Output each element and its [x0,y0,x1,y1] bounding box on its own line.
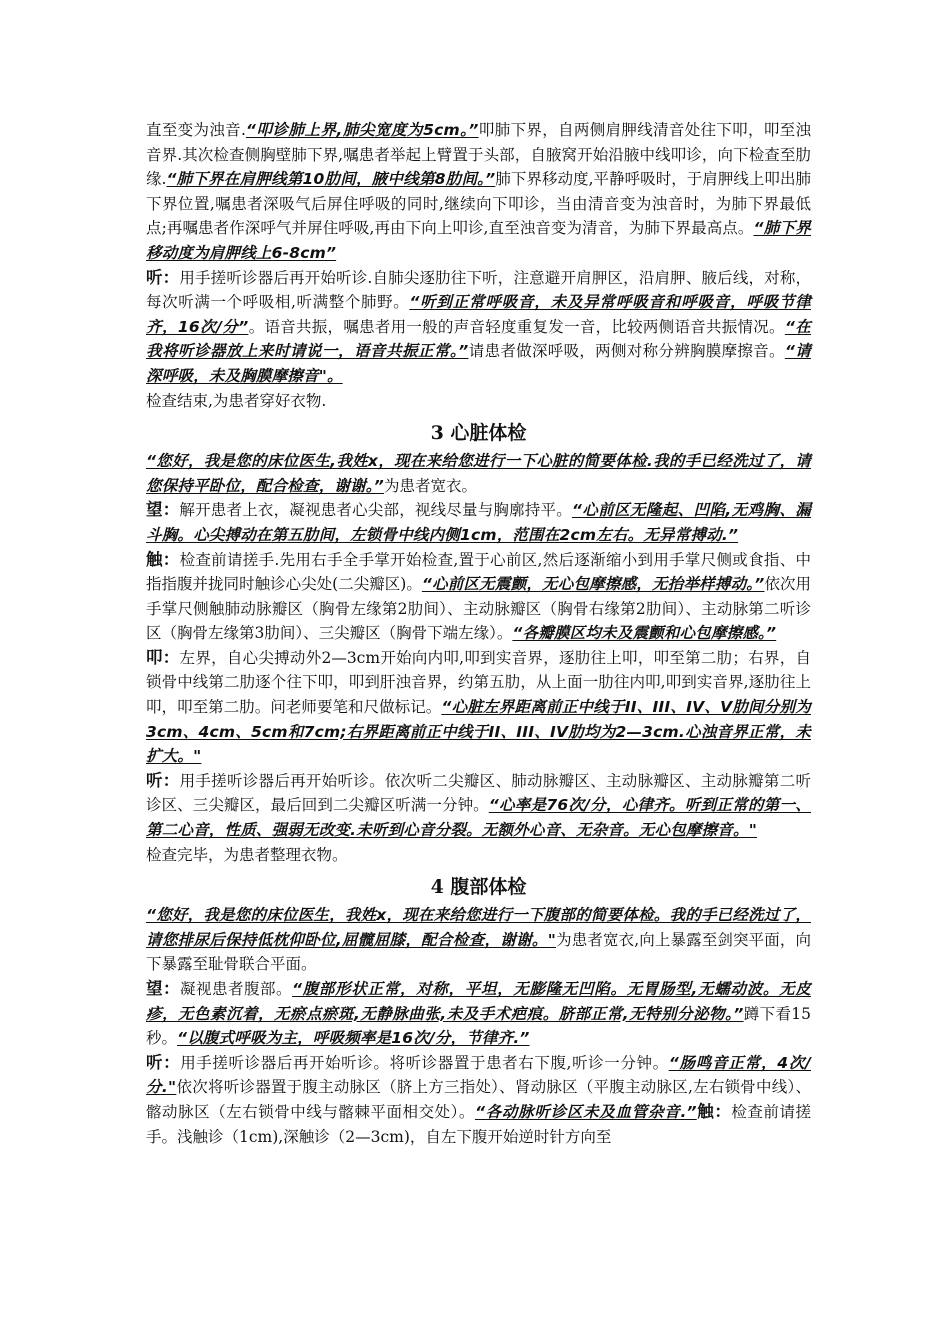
quoted-finding: “各瓣膜区均未及震颤和心包摩擦感。” [512,624,777,643]
heart-exam-heading: 3 心脏体检 [430,422,527,445]
heart-palpation-paragraph [146,548,811,646]
quoted-finding: “心脏左界距离前正中线于II、III、IV、V肋间分别为3cm、4cm、5cm和7cm;右界距离前正中线于II、III、IV肋均为2—3cm.心浊音界正常，未扩大。" [146,698,811,766]
section-lead: 望： [146,500,180,520]
text: 依次用手掌尺侧触肺动脉瓣区（胸骨左缘第2肋间）、主动脉瓣区（胸骨右缘第2肋间）、主动脉第二听诊区（胸骨左缘第3肋间）、三尖瓣区（胸骨下端左缘）。 [146,575,811,643]
text: 。语音共振，嘱患者用一般的声音轻度重复发一音，比较两侧语音共振情况。 [248,317,785,336]
text: 蹲下看15秒。 [146,1004,811,1048]
lung-exam-end: 检查结束,为患者穿好衣物. [146,391,327,410]
quoted-finding: “心前区无震颤，无心包摩擦感，无抬举样搏动。” [421,575,765,594]
text: 请患者做深呼吸，两侧对称分辨胸膜摩擦音。 [468,342,785,361]
lung-percussion-paragraph [146,118,811,266]
quoted-finding: “各动脉听诊区未及血管杂音.” [474,1102,697,1121]
section-lead: 听： [146,267,180,287]
quoted-finding: “在我将听诊器放上来时请说一，语音共振正常。” [146,317,811,361]
text: 凝视患者腹部。 [180,980,293,998]
heart-intro-paragraph [146,449,811,498]
heart-exam-end: 检查完毕，为患者整理衣物。 [146,845,348,864]
quoted-finding: “心率是76次/分，心律齐。听到正常的第一、第二心音，性质、强弱无改变.未听到心音分裂。无额外心音、无杂音。无心包摩擦音。" [146,796,811,840]
section-lead: 触： [696,1101,732,1121]
text: 解开患者上衣，凝视患者心尖部，视线尽量与胸廓持平。 [179,501,572,520]
abdomen-intro-paragraph [146,903,811,977]
section-lead: 触： [146,549,180,569]
quoted-finding: “肠鸣音正常，4次/分." [146,1053,812,1097]
quoted-finding: “腹部形状正常，对称，平坦，无膨隆无凹陷。无胃肠型,无蠕动波。无皮疹，无色素沉着，无瘀点瘀斑,无静脉曲张,未及手术疤痕。脐部正常,无特别分泌物。” [146,980,811,1023]
text: 依次将听诊器置于腹主动脉区（脐上方三指处）、肾动脉区（平腹主动脉区,左右锁骨中线）、髂动脉区（左右锁骨中线与髂棘平面相交处）。 [146,1078,811,1121]
document-page [146,118,811,1149]
quoted-finding: “叩诊肺上界,肺尖宽度为5cm。” [245,121,479,139]
abdomen-exam-heading: 4 腹部体检 [430,876,527,899]
quoted-finding: “以腹式呼吸为主，呼吸频率是16次/分，节律齐.” [177,1029,530,1048]
text: 叩肺下界，自两侧肩胛线清音处往下叩，叩至浊音界.其次检查侧胸壁肺下界,嘱患者举起上臂置于头部，自腋窝开始沿腋中线叩诊，向下检查至肋缘. [146,121,811,189]
lung-auscultation-paragraph [146,266,811,389]
quoted-finding: “心前区无隆起、凹陷,无鸡胸、漏斗胸。心尖搏动在第五肋间，左锁骨中线内侧1cm，范围在2cm左右。无异常搏动.” [146,501,811,544]
section-lead: 望： [146,979,180,998]
text: 检查前请搓手.先用右手全手掌开始检查,置于心前区,然后逐渐缩小到用手掌尺侧或食指、中指指腹并拢同时触诊心尖处(二尖瓣区)。 [146,550,811,594]
quoted-greeting: “您好，我是您的床位医生,我姓x，现在来给您进行一下心脏的简要体检.我的手已经洗过了，请您保持平卧位，配合检查，谢谢。” [146,452,811,495]
quoted-greeting: “您好，我是您的床位医生，我姓x，现在来给您进行一下腹部的简要体检。我的手已经洗过了，请您排尿后保持低枕仰卧位,屈髋屈膝，配合检查，谢谢。" [146,906,811,949]
section-lead: 听： [146,1052,181,1072]
text: 为患者宽衣。 [383,476,477,495]
quoted-finding: “肺下界在肩胛线第10肋间，腋中线第8肋间。” [166,170,496,189]
abdomen-inspection-paragraph [146,977,811,1051]
text: 肺下界移动度,平静呼吸时，于肩胛线上叩出肺下界位置,嘱患者深吸气后屏住呼吸的同时,继续向下叩诊，当由清音变为浊音时，为肺下界最低点;再嘱患者作深呼气并屏住呼吸,再由下向上叩诊,直至浊音变为清音，为肺下界最高点。 [146,170,811,238]
quoted-finding: “听到正常呼吸音，未及异常呼吸音和呼吸音，呼吸节律齐，16次/分” [146,293,811,336]
quoted-finding: “请深呼吸，未及胸膜摩擦音"。 [146,342,811,385]
heart-auscultation-paragraph [146,769,811,843]
text: 用手搓听诊器后再开始听诊.自肺尖逐肋往下听，注意避开肩胛区，沿肩胛、腋后线，对称，每次听满一个呼吸相,听满整个肺野。 [146,268,811,312]
text: 为患者宽衣,向上暴露至剑突平面，向下暴露至耻骨联合平面。 [146,930,811,974]
text: 直至变为浊音. [146,121,246,139]
quoted-finding: “肺下界移动度为肩胛线上6-8cm” [146,219,811,262]
text: 检查前请搓手。浅触诊（1cm),深触诊（2—3cm)，自左下腹开始逆时针方向至 [146,1102,811,1146]
heart-percussion-paragraph [146,646,811,769]
text: 用手搓听诊器后再开始听诊。将听诊器置于患者右下腹,听诊一分钟。 [180,1053,669,1072]
heart-inspection-paragraph [146,498,811,547]
text: 左界，自心尖搏动外2—3cm开始向内叩,叩到实音界，逐肋往上叩，叩至第二肋；右界，自锁骨中线第二肋逐个往下叩，叩到肝浊音界，约第五肋，从上面一肋往内叩,叩到实音界,逐肋往上叩，叩至第二肋。问老师要笔和尺做标记。 [146,648,811,717]
section-lead: 听： [146,770,180,790]
section-lead: 叩： [146,647,180,667]
abdomen-auscultation-paragraph [146,1051,811,1149]
text: 用手搓听诊器后再开始听诊。依次听二尖瓣区、肺动脉瓣区、主动脉瓣区、主动脉瓣第二听诊区、三尖瓣区，最后回到二尖瓣区听满一分钟。 [146,771,811,815]
